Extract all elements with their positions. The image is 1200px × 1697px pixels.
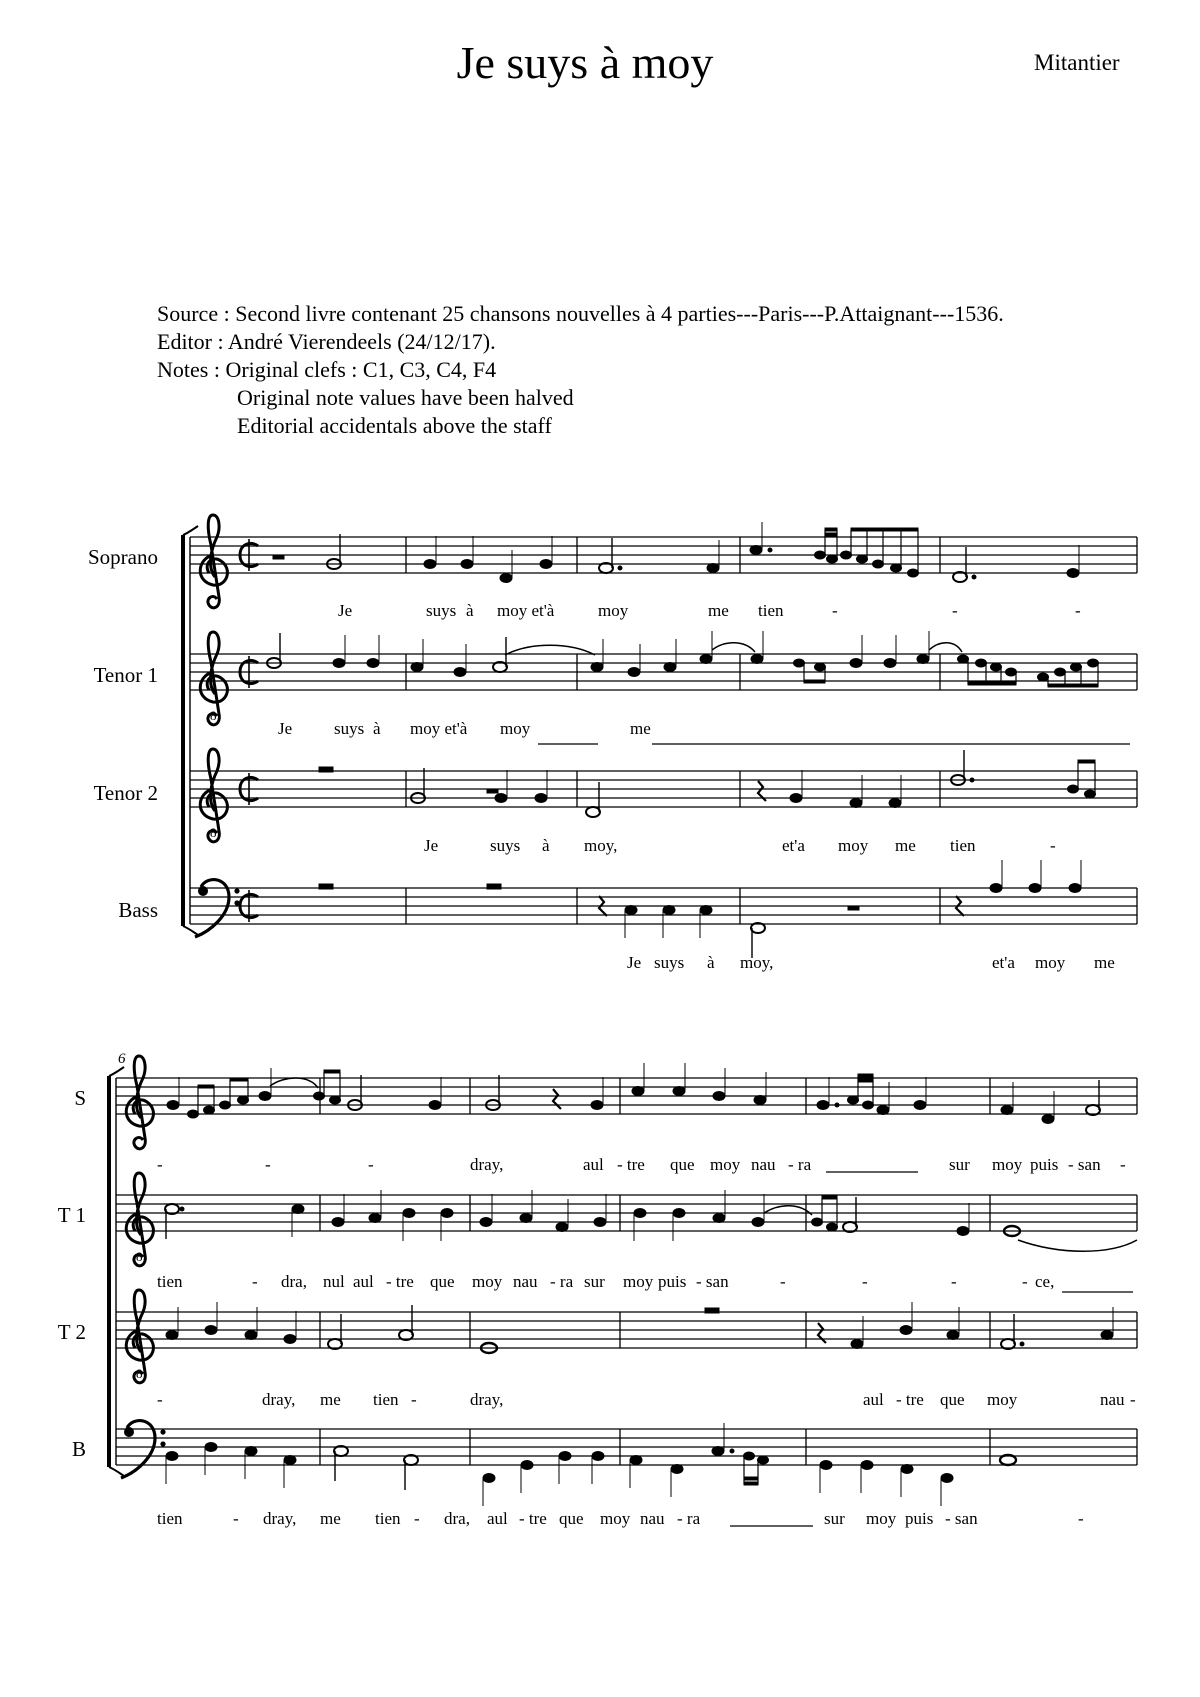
lyric-syllable: moy, xyxy=(584,836,618,855)
lyric-syllable: - tre xyxy=(617,1155,645,1174)
lyric-syllable: aul xyxy=(487,1509,508,1528)
s2-tenor1 xyxy=(165,1190,1137,1251)
lyric-syllable: que xyxy=(430,1272,455,1291)
lyric-syllable: moy xyxy=(472,1272,503,1291)
lyric-syllable: Je xyxy=(338,601,353,620)
bass-notes xyxy=(599,860,1081,958)
tenor1-notes xyxy=(267,631,1099,687)
lyric-syllable: - xyxy=(157,1155,163,1174)
octave-8: 8 xyxy=(136,1249,143,1264)
lyric-syllable: tien xyxy=(758,601,784,620)
system-1-clefs-time xyxy=(195,515,258,937)
soprano-m4-beams xyxy=(815,528,919,577)
lyric-syllable: nul xyxy=(323,1272,345,1291)
lyric-syllable: - xyxy=(862,1272,868,1291)
part-name-abbrev: T 1 xyxy=(57,1203,86,1227)
whole-rest xyxy=(319,884,333,889)
lyric-syllable: - tre xyxy=(896,1390,924,1409)
lyric-syllable: me xyxy=(320,1509,341,1528)
lyric-syllable: aul xyxy=(863,1390,884,1409)
lyric-syllable: tien xyxy=(157,1272,183,1291)
lyric-syllable: tien xyxy=(375,1509,401,1528)
lyric-syllable: à xyxy=(707,953,715,972)
system-2 xyxy=(109,1056,1137,1526)
lyric-syllable: nau xyxy=(640,1509,665,1528)
lyric-syllable: moy xyxy=(866,1509,897,1528)
s2-tenor2 xyxy=(166,1302,1113,1353)
system-1-notes xyxy=(267,522,1099,958)
lyric-syllable: dray, xyxy=(262,1390,296,1409)
lyric-syllable: moy xyxy=(838,836,869,855)
lyric-syllable: moy xyxy=(600,1509,631,1528)
lyric-syllable: - san xyxy=(1068,1155,1101,1174)
lyric-syllable: tien xyxy=(157,1509,183,1528)
lyric-syllable: sur xyxy=(584,1272,605,1291)
half-rest xyxy=(273,555,284,559)
lyric-syllable: dra, xyxy=(281,1272,307,1291)
lyric-syllable: - xyxy=(952,601,958,620)
lyric-syllable: - xyxy=(1120,1155,1126,1174)
lyric-syllable: moy xyxy=(1035,953,1066,972)
lyric-syllable: suys xyxy=(490,836,521,855)
lyric-syllable: moy xyxy=(992,1155,1023,1174)
lyric-syllable: Je xyxy=(627,953,642,972)
lyric-syllable: que xyxy=(940,1390,965,1409)
octave-8: 8 xyxy=(210,825,217,840)
lyric-syllable: à xyxy=(542,836,550,855)
part-name: Tenor 2 xyxy=(93,781,158,805)
lyric-syllable: aul xyxy=(583,1155,604,1174)
lyric-syllable: et'a xyxy=(782,836,805,855)
system-1 xyxy=(183,515,1137,958)
lyric-syllable: suys xyxy=(426,601,457,620)
lyric-syllable: moy xyxy=(500,719,531,738)
lyric-syllable: - xyxy=(780,1272,786,1291)
lyric-syllable: - xyxy=(233,1509,239,1528)
half-rest xyxy=(848,906,859,910)
lyric-syllable: à xyxy=(373,719,381,738)
lyric-syllable: moy et'à xyxy=(410,719,468,738)
whole-rest xyxy=(319,767,333,772)
lyric-syllable: sur xyxy=(949,1155,970,1174)
octave-8: 8 xyxy=(136,1366,143,1381)
lyric-syllable: que xyxy=(670,1155,695,1174)
lyric-syllable: dra, xyxy=(444,1509,470,1528)
notes-line-2: Original note values have been halved xyxy=(237,385,574,410)
lyric-syllable: - xyxy=(832,601,838,620)
lyric-syllable: Je xyxy=(278,719,293,738)
lyric-syllable: nau xyxy=(1100,1390,1125,1409)
lyric-syllable: me xyxy=(320,1390,341,1409)
lyric-syllable: sur xyxy=(824,1509,845,1528)
part-name-abbrev: B xyxy=(71,1437,86,1461)
lyric-syllable: - xyxy=(414,1509,420,1528)
lyric-syllable: moy, xyxy=(740,953,774,972)
part-name: Soprano xyxy=(88,545,158,569)
lyric-syllable: - xyxy=(951,1272,957,1291)
measure-number: 6 xyxy=(118,1051,126,1067)
editor-line: Editor : André Vierendeels (24/12/17). xyxy=(157,329,496,354)
lyric-syllable: - xyxy=(1075,601,1081,620)
lyric-syllable: dray, xyxy=(263,1509,297,1528)
half-rest xyxy=(487,789,498,793)
lyric-syllable: tien xyxy=(950,836,976,855)
lyric-syllable: que xyxy=(559,1509,584,1528)
lyric-syllable: - xyxy=(1050,836,1056,855)
lyric-syllable: - san xyxy=(696,1272,729,1291)
lyric-syllable: à xyxy=(466,601,474,620)
part-name-abbrev: T 2 xyxy=(57,1320,86,1344)
composer: Mitantier xyxy=(1034,50,1120,75)
lyric-syllable: et'a xyxy=(992,953,1015,972)
lyric-syllable: me xyxy=(630,719,651,738)
lyric-syllable: - ra xyxy=(788,1155,812,1174)
notes-line: Notes : Original clefs : C1, C3, C4, F4 xyxy=(157,357,497,382)
lyric-syllable: moy et'à xyxy=(497,601,555,620)
lyric-syllable: - xyxy=(252,1272,258,1291)
whole-rest xyxy=(487,884,501,889)
part-name-abbrev: S xyxy=(74,1086,86,1110)
lyric-syllable: - xyxy=(411,1390,417,1409)
lyric-syllable: - xyxy=(368,1155,374,1174)
part-name: Bass xyxy=(118,898,158,922)
system-2-clefs xyxy=(121,1056,166,1478)
lyric-syllable: moy xyxy=(623,1272,654,1291)
score-title: Je suys à moy xyxy=(456,37,714,88)
lyric-syllable: moy xyxy=(710,1155,741,1174)
lyric-syllable: moy xyxy=(598,601,629,620)
lyric-syllable: puis xyxy=(658,1272,687,1291)
lyric-syllable: - tre xyxy=(519,1509,547,1528)
source-line: Source : Second livre contenant 25 chansons nouvelles à 4 parties---Paris---P.Attaignant---1536. xyxy=(157,301,1004,326)
lyric-syllable: me xyxy=(1094,953,1115,972)
notes-line-3: Editorial accidentals above the staff xyxy=(237,413,552,438)
whole-rest xyxy=(705,1308,719,1313)
lyric-syllable: me xyxy=(708,601,729,620)
lyric-syllable: nau xyxy=(751,1155,776,1174)
lyric-syllable: Je xyxy=(424,836,439,855)
lyric-syllable: nau xyxy=(513,1272,538,1291)
lyric-syllable: - san xyxy=(945,1509,978,1528)
lyric-syllable: - xyxy=(157,1390,163,1409)
system-1-staff-lines xyxy=(190,537,1137,924)
lyric-syllable: tien xyxy=(373,1390,399,1409)
lyric-syllable: - xyxy=(1022,1272,1028,1291)
treble-clef-icon xyxy=(126,1056,153,1149)
lyric-syllable: - xyxy=(265,1155,271,1174)
lyric-syllable: - ra xyxy=(677,1509,701,1528)
octave-8: 8 xyxy=(210,708,217,723)
system-2-brackets xyxy=(109,1067,124,1476)
lyric-syllable: suys xyxy=(334,719,365,738)
part-name: Tenor 1 xyxy=(93,663,158,687)
lyric-syllable: me xyxy=(895,836,916,855)
lyric-syllable: puis xyxy=(905,1509,934,1528)
treble-clef-icon xyxy=(200,515,227,608)
lyric-syllable: dray, xyxy=(470,1155,504,1174)
lyrics xyxy=(157,601,1136,1528)
lyric-syllable: - ra xyxy=(550,1272,574,1291)
lyric-syllable: puis xyxy=(1030,1155,1059,1174)
lyric-syllable: dray, xyxy=(470,1390,504,1409)
lyric-syllable: - xyxy=(1078,1509,1084,1528)
lyric-syllable: aul xyxy=(353,1272,374,1291)
lyric-syllable: moy xyxy=(987,1390,1018,1409)
lyric-syllable: suys xyxy=(654,953,685,972)
lyric-syllable: ce, xyxy=(1035,1272,1055,1291)
system-2-extenders xyxy=(730,1172,1133,1526)
lyric-syllable: - tre xyxy=(386,1272,414,1291)
system-1-brackets xyxy=(183,526,198,935)
lyric-syllable: - xyxy=(1130,1390,1136,1409)
